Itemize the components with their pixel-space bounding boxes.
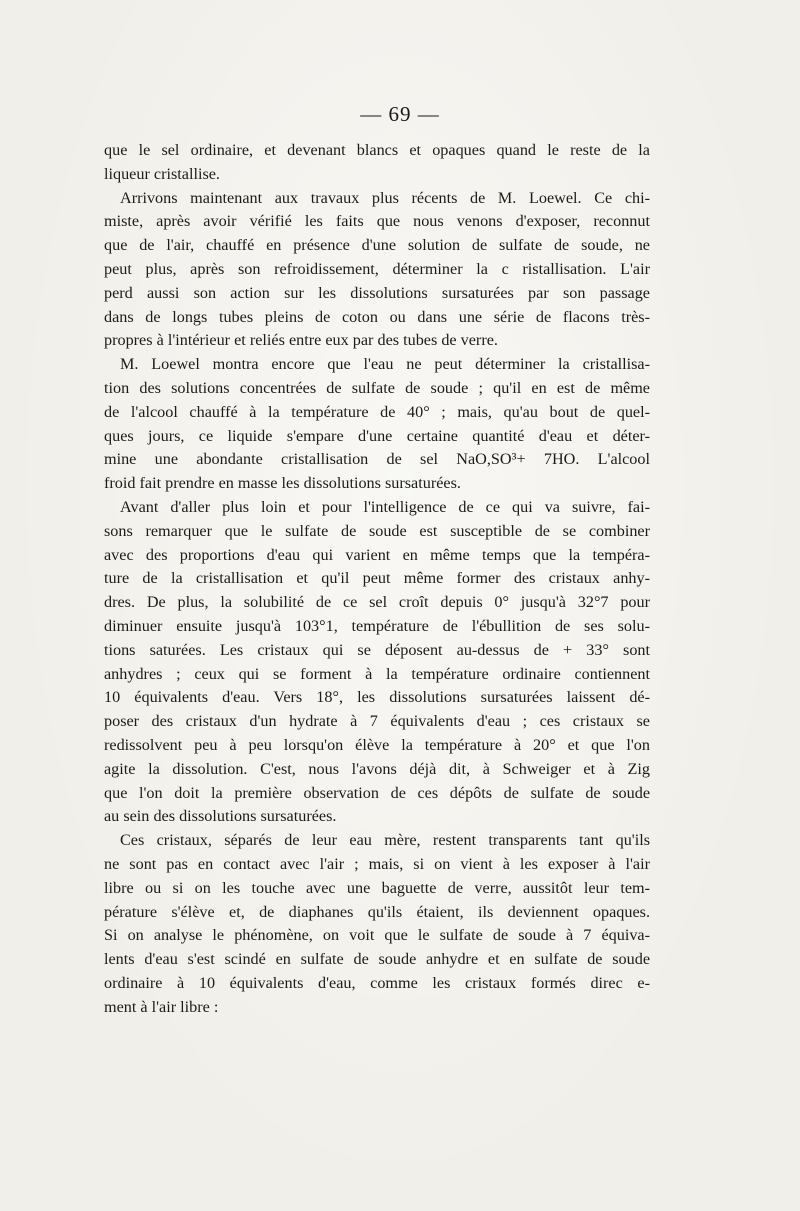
text-line: anhydres ; ceux qui se forment à la température ordinaire contiennent (104, 664, 650, 683)
text-line: 10 équivalents d'eau. Vers 18°, les dissolutions sursaturées laissent dé- (104, 688, 650, 707)
text-line: Ces cristaux, séparés de leur eau mère, restent transparents tant qu'ils (120, 831, 650, 850)
text-line: miste, après avoir vérifié les faits que nous venons d'exposer, reconnut (104, 212, 650, 231)
text-line: mine une abondante cristallisation de sel NaO,SO³+ 7HO. L'alcool (104, 450, 650, 469)
text-line: que de l'air, chauffé en présence d'une solution de sulfate de soude, ne (104, 236, 650, 255)
text-line: diminuer ensuite jusqu'à 103°1, température de l'ébullition de ses solu- (104, 616, 650, 635)
text-line: propres à l'intérieur et reliés entre eux par des tubes de verre. (104, 331, 498, 350)
text-line: Arrivons maintenant aux travaux plus récents de M. Loewel. Ce chi- (120, 188, 650, 207)
text-line: liqueur cristallise. (104, 164, 220, 183)
text-line: ment à l'air libre : (104, 997, 219, 1016)
text-line: tions saturées. Les cristaux qui se déposent au-dessus de + 33° sont (104, 640, 650, 659)
text-line: froid fait prendre en masse les dissolutions sursaturées. (104, 474, 461, 493)
page-number: — 69 — (360, 102, 440, 126)
text-line: lents d'eau s'est scindé en sulfate de soude anhydre et en sulfate de soude (104, 950, 650, 969)
text-line: Si on analyse le phénomène, on voit que le sulfate de soude à 7 équiva- (104, 926, 650, 945)
text-line: tion des solutions concentrées de sulfate de soude ; qu'il en est de même (104, 378, 650, 397)
text-line: au sein des dissolutions sursaturées. (104, 807, 337, 826)
text-line: pérature s'élève et, de diaphanes qu'ils étaient, ils deviennent opaques. (104, 902, 650, 921)
text-line: M. Loewel montra encore que l'eau ne peut déterminer la cristallisa- (120, 355, 650, 374)
text-line: que l'on doit la première observation de ces dépôts de sulfate de soude (104, 783, 650, 802)
text-line: avec des proportions d'eau qui varient en même temps que la tempéra- (104, 545, 650, 564)
text-line: ordinaire à 10 équivalents d'eau, comme les cristaux formés direc e- (104, 973, 650, 992)
text-line: libre ou si on les touche avec une baguette de verre, aussitôt leur tem- (104, 878, 650, 897)
body-text (104, 139, 650, 1019)
text-line: agite la dissolution. C'est, nous l'avons déjà dit, à Schweiger et à Zig (104, 759, 650, 778)
text-line: de l'alcool chauffé à la température de 40° ; mais, qu'au bout de quel- (104, 402, 650, 421)
text-line: Avant d'aller plus loin et pour l'intelligence de ce qui va suivre, fai- (120, 497, 650, 516)
text-line: ne sont pas en contact avec l'air ; mais, si on vient à les exposer à l'air (104, 854, 650, 873)
text-line: poser des cristaux d'un hydrate à 7 équivalents d'eau ; ces cristaux se (104, 712, 650, 731)
text-line: sons remarquer que le sulfate de soude est susceptible de se combiner (104, 521, 650, 540)
text-line: perd aussi son action sur les dissolutions sursaturées par son passage (104, 283, 650, 302)
text-line: ture de la cristallisation et qu'il peut même former des cristaux anhy- (104, 569, 650, 588)
text-line: peut plus, après son refroidissement, déterminer la c ristallisation. L'air (104, 259, 650, 278)
text-line: redissolvent peu à peu lorsqu'on élève la température à 20° et que l'on (104, 735, 650, 754)
text-line: dres. De plus, la solubilité de ce sel croît depuis 0° jusqu'à 32°7 pour (104, 593, 650, 612)
text-line: dans de longs tubes pleins de coton ou dans une série de flacons très- (104, 307, 650, 326)
text-line: ques jours, ce liquide s'empare d'une certaine quantité d'eau et déter- (104, 426, 650, 445)
text-line: que le sel ordinaire, et devenant blancs et opaques quand le reste de la (104, 141, 650, 159)
